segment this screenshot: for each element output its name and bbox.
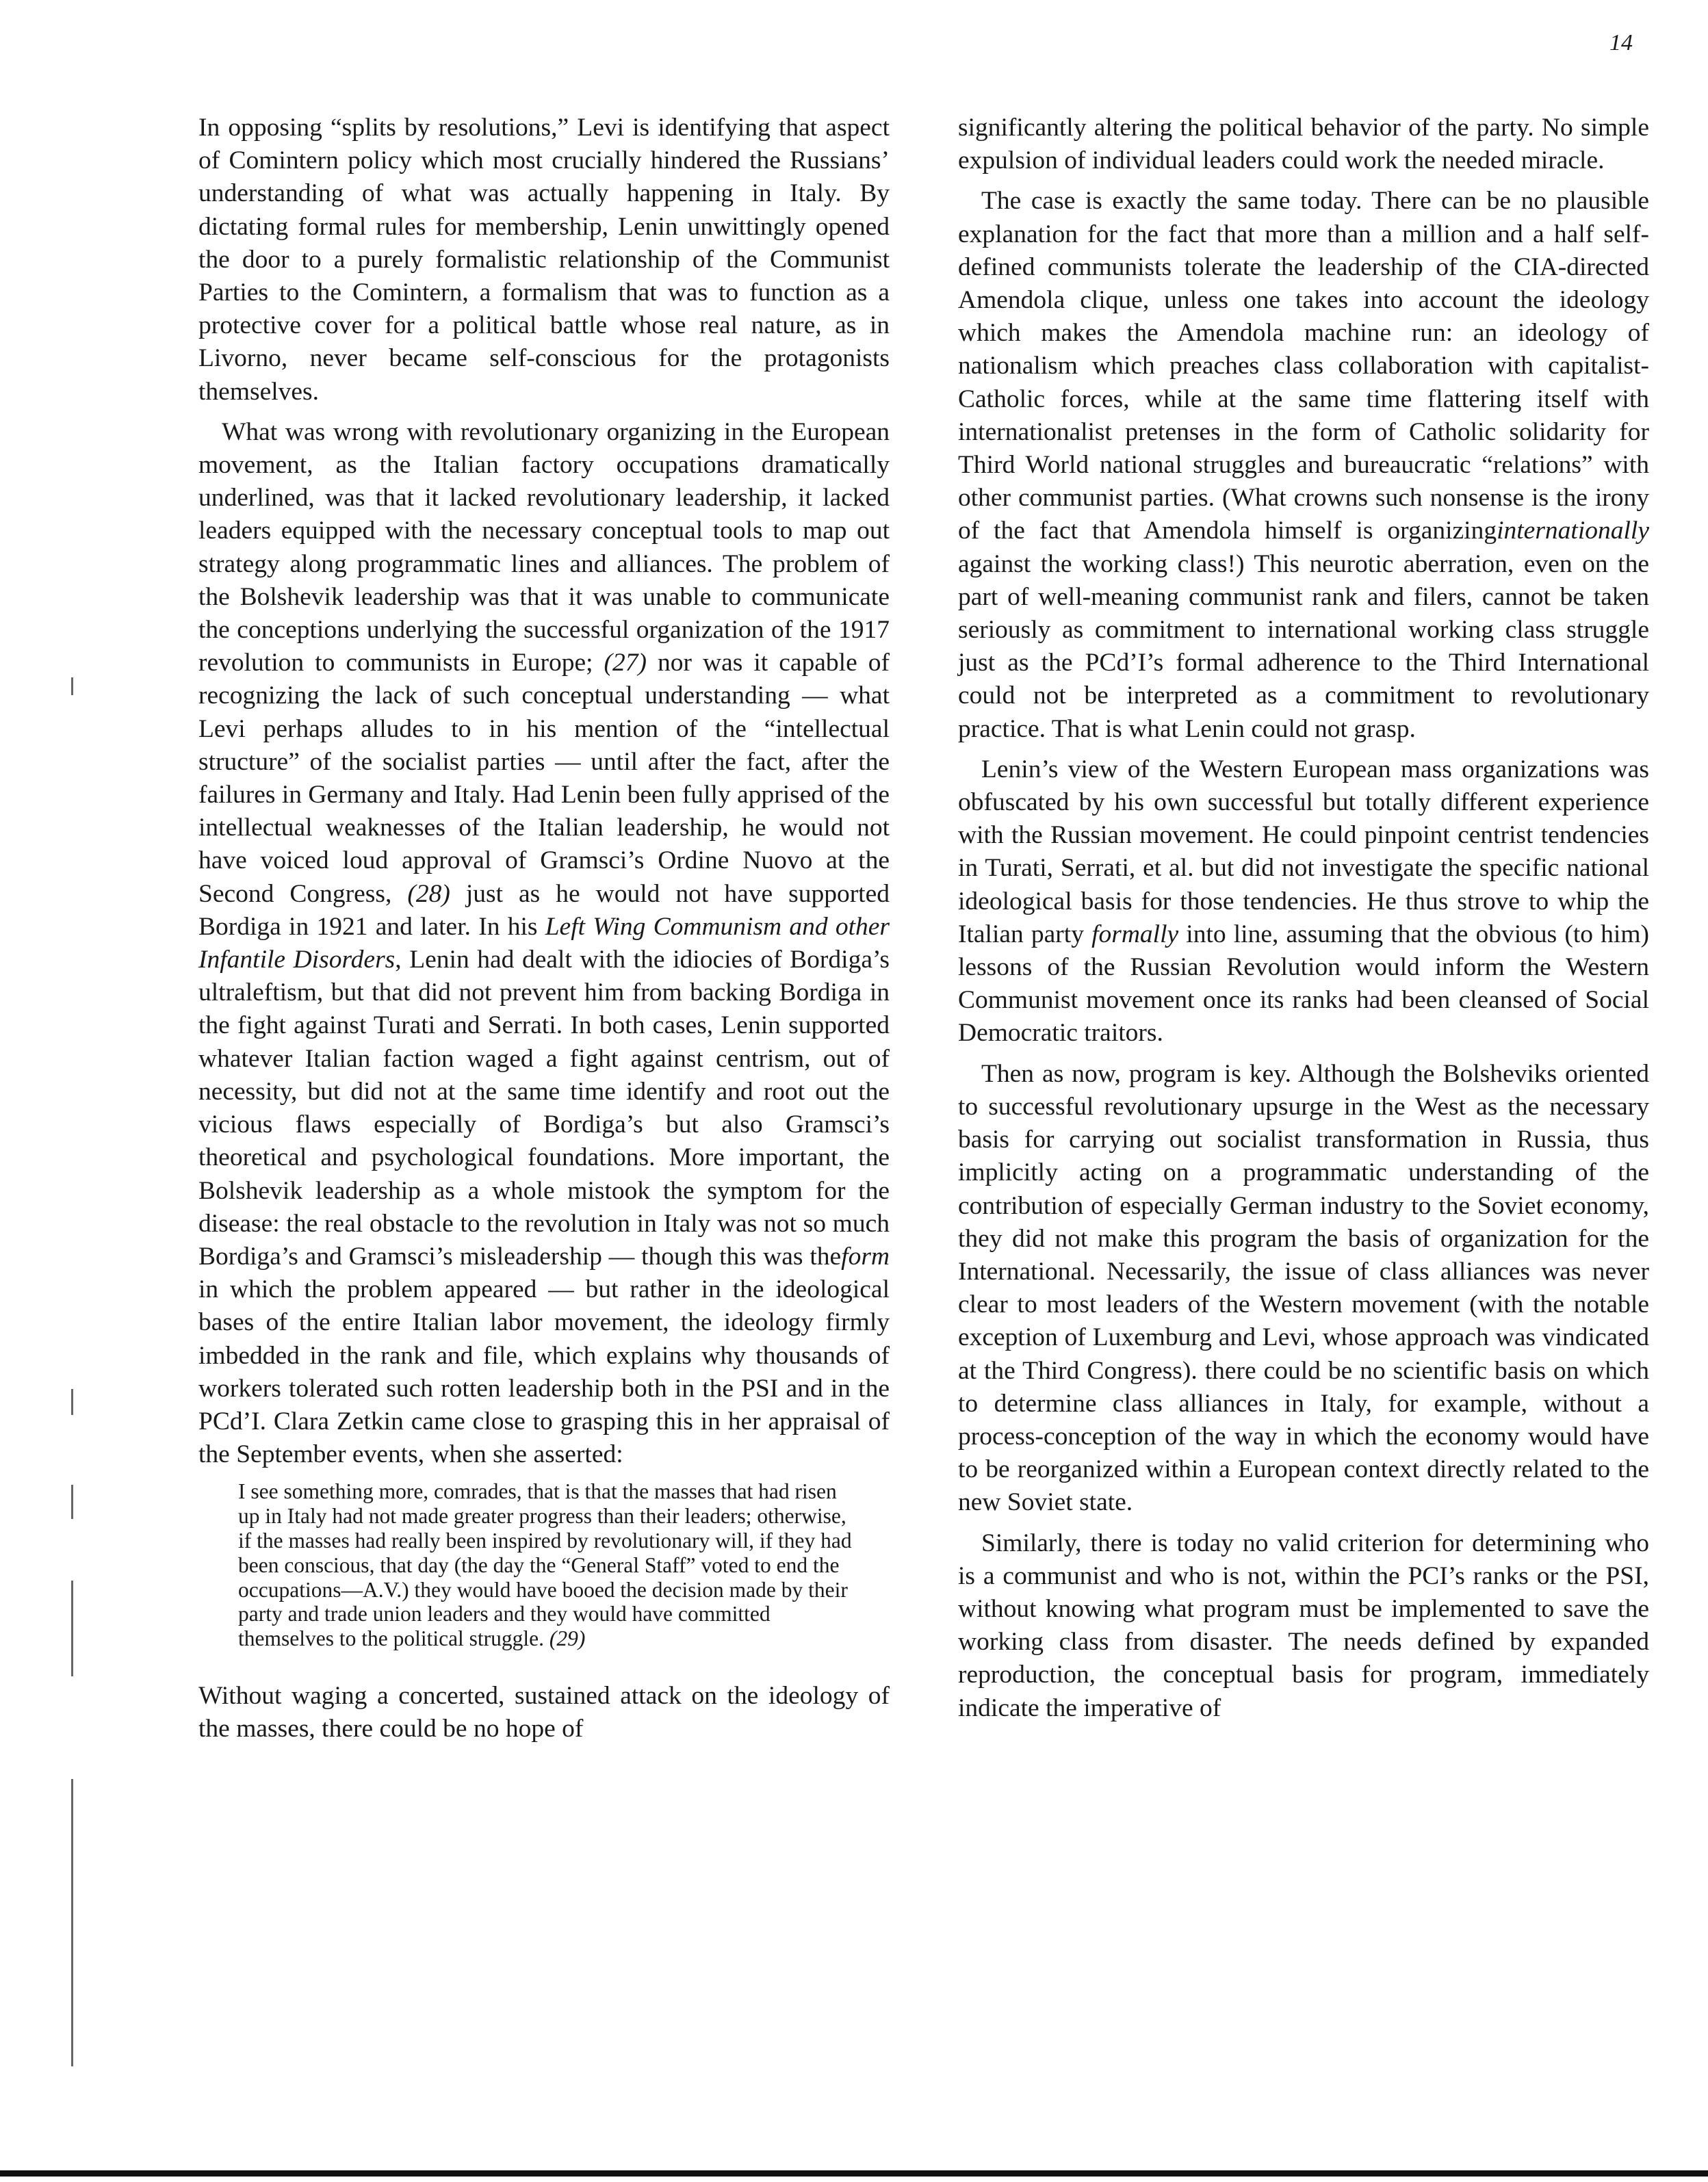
text-run: into line, assuming that the obvious (to him) lessons of the Russian Revolution would inform the Western Communist movement once its ranks had been cleansed of Social Democratic traitors. bbox=[958, 920, 1649, 1048]
bottom-rule bbox=[0, 2170, 1708, 2177]
emphasis: formally bbox=[1091, 920, 1179, 948]
text-run: nor was it capable of recognizing the lack of such conceptual understanding — what Levi perhaps alludes to in his mention of the “intellectual structure” of the socialist parties — until after the fact, after the failures in Germany and Italy. Had Lenin been fully apprised of the intellectual weaknesses of the Italian leadership, he would not have voiced loud approval of Gramsci’s Ordine Nuovo at the Second Congress, bbox=[198, 649, 890, 908]
block-quote bbox=[238, 1479, 862, 1651]
scan-edge-mark bbox=[71, 677, 73, 695]
text-run: just as he would not have supported Bordiga in 1921 and later. In his bbox=[198, 879, 890, 941]
paragraph bbox=[958, 185, 1649, 745]
paragraph: In opposing “splits by resolutions,” Levi is identifying that aspect of Comintern policy which most crucially hindered the Russians’ understanding of what was actually happening in Italy. By dictating formal rules for membership, Lenin unwittingly opened the door to a purely formalistic relationship of the Communist Parties to the Comintern, a formalism that was to function as a protective cover for a political battle whose real nature, as in Livorno, never became self-conscious for the protagonists themselves. bbox=[198, 114, 890, 406]
quote-text: I see something more, comrades, that is that the masses that had risen up in Italy had not made greater progress than their leaders; otherwise, if the masses had really been inspired by revolutionary will, if they had been conscious, that day (the day the “General Staff” voted to end the occupations—A.V.) they would have booed the decision made by their party and trade union leaders and they would have committed themselves to the political struggle. bbox=[238, 1479, 852, 1651]
text-run: against the working class!) This neurotic aberration, even on the part of well-meaning communist rank and filers, cannot be taken seriously as commitment to international working class struggle just as the PCd’I’s formal adherence to the Third International could not be interpreted as a commitment to revolutionary practice. That is what Lenin could not grasp. bbox=[958, 549, 1649, 743]
text-run: in which the problem appeared — but rather in the ideological bases of the entire Italian labor movement, the ideology firmly imbedded in the rank and file, which explains why thousands of workers tolerated such rotten leadership both in the PSI and in the PCd’I. Clara Zetkin came close to grasping this in her appraisal of the September events, when she asserted: bbox=[198, 1275, 890, 1469]
left-column bbox=[198, 112, 890, 1745]
right-column bbox=[958, 112, 1649, 1725]
text-run: What was wrong with revolutionary organizing in the European movement, as the Italian factory occupations dramatically underlined, was that it lacked revolutionary leadership, it lacked leaders equipped with the necessary conceptual tools to map out strategy along programmatic lines and alliances. The problem of the Bolshevik leadership was that it was unable to communicate the conceptions underlying the successful organization of the 1917 revolution to communists in Europe; bbox=[198, 417, 890, 677]
footnote-ref: (29) bbox=[549, 1626, 586, 1651]
emphasis: internationally bbox=[1497, 517, 1649, 545]
emphasis: form bbox=[841, 1242, 890, 1271]
paragraph: Similarly, there is today no valid criterion for determining who is a communist and who is not, within the PCI’s ranks or the PSI, without knowing what program must be implemented to save the working class from disaster. The needs defined by expanded reproduction, the conceptual basis for program, immediately indicate the imperative of bbox=[958, 1529, 1649, 1722]
scan-edge-mark bbox=[71, 1581, 73, 1676]
paragraph: significantly altering the political behavior of the party. No simple expulsion of individual leaders could work the needed miracle. bbox=[958, 114, 1649, 175]
scan-edge-mark bbox=[71, 1779, 73, 2066]
footnote-ref: (28) bbox=[407, 879, 450, 908]
text-run: The case is exactly the same today. There can be no plausible explanation for the fact that more than a million and a half self-defined communists tolerate the leadership of the CIA-directed Amendola clique, unless one takes into account the ideology which makes the Amendola machine run: an ideology of nationalism which preaches class collaboration with capitalist-Catholic forces, while at the same time flattering itself with internationalist pretenses in the form of Catholic solidarity for Third World national struggles and bureaucratic “relations” with other communist parties. (What crowns such nonsense is the irony of the fact that Amendola himself is organizing bbox=[958, 187, 1649, 545]
book-title: Left Wing Communism and other Infantile Disorders bbox=[198, 912, 890, 974]
scan-edge-mark bbox=[71, 1485, 73, 1519]
scan-edge-mark bbox=[71, 1389, 73, 1415]
paragraph: Then as now, program is key. Although the Bolsheviks oriented to successful revolutionary upsurge in the West as the necessary basis for carrying out socialist transformation in Russia, thus implicitly acting on a programmatic understanding of the contribution of especially German industry to the Soviet economy, they did not make this program the basis of organization for the International. Necessarily, the issue of class alliances was never clear to most leaders of the Western movement (with the notable exception of Luxemburg and Levi, whose approach was vindicated at the Third Congress). there could be no scientific basis on which to determine class alliances in Italy, for example, without a process-conception of the way in which the economy would have to be reorganized within a European context directly related to the new Soviet state. bbox=[958, 1059, 1649, 1517]
text-run: , Lenin had dealt with the idiocies of Bordiga’s ultraleftism, but that did not prevent him from backing Bordiga in the fight against Turati and Serrati. In both cases, Lenin supported whatever Italian faction waged a fight against centrism, out of necessity, but did not at the same time identify and root out the vicious flaws especially of Bordiga’s but also Gramsci’s theoretical and psychological foundations. More important, the Bolshevik leadership as a whole mistook the symptom for the disease: the real obstacle to the revolution in Italy was not so much Bordiga’s and Gramsci’s misleadership — though this was the bbox=[198, 946, 890, 1271]
paragraph bbox=[198, 416, 890, 1472]
text-run: Lenin’s view of the Western European mass organizations was obfuscated by his own successful but totally different experience with the Russian movement. He could pinpoint centrist tendencies in Turati, Serrati, et al. but did not investigate the specific national ideological basis for those tendencies. He thus strove to whip the Italian party bbox=[958, 755, 1649, 948]
footnote-ref: (27) bbox=[604, 649, 647, 677]
page-number: 14 bbox=[1609, 30, 1633, 55]
paragraph: Without waging a concerted, sustained attack on the ideology of the masses, there could be no hope of bbox=[198, 1681, 890, 1743]
paragraph bbox=[958, 753, 1649, 1050]
